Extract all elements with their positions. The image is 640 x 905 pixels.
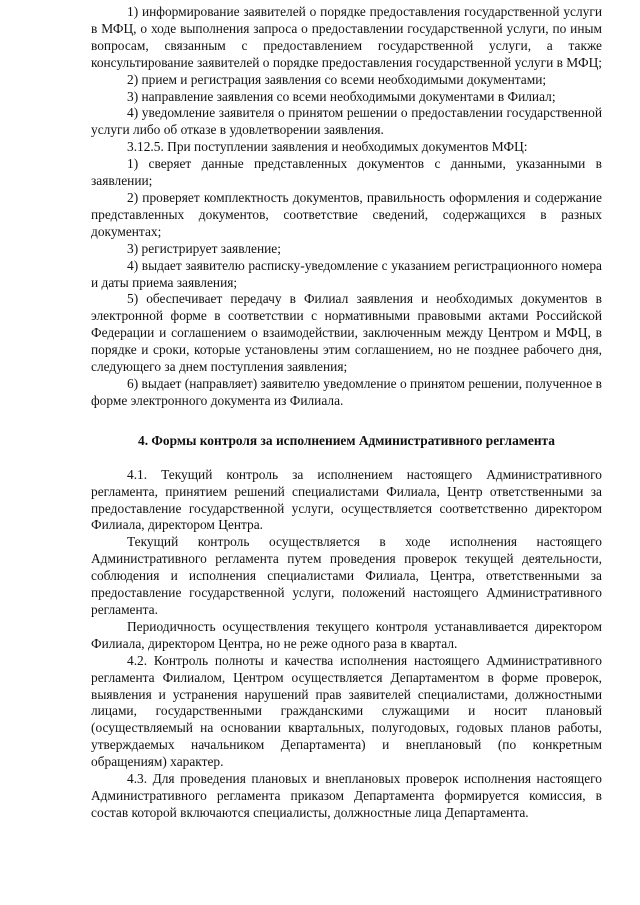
section-heading: 4. Формы контроля за исполнением Административного регламента [138,432,555,448]
list-item-issue-receipt: 4) выдает заявителю расписку-уведомление с указанием регистрационного номера и даты приема заявления; [91,257,602,290]
list-item-verify: 1) сверяет данные представленных документов с данными, указанными в заявлении; [91,156,602,189]
paragraph-current-control: Текущий контроль осуществляется в ходе исполнения настоящего Административного регламента путем проведения проверок текущей деятельности, соблюдения и исполнения специалистами Филиала, Центра, ответственными за предоставление государственной услуги, положений настоящего Административного регламента. [91,534,602,617]
paragraph-4-1: 4.1. Текущий контроль за исполнением настоящего Административного регламента, принятием решений специалистами Филиала, Центр ответственными за предоставление государственной услуги, осуществляется соответственно директором Филиала, директором Центра. [91,466,602,533]
list-item-informing: 1) информирование заявителей о порядке предоставления государственной услуги в МФЦ, о ходе выполнения запроса о предоставлении государственной услуги, по иным вопросам, связанным с предоставлением государственной услуги, а также консультирование заявителей о порядке предоставления государственной услуги в МФЦ; [91,4,602,70]
list-item-issue-notice: 6) выдает (направляет) заявителю уведомление о принятом решении, полученное в форме электронного документа из Филиала. [91,375,602,408]
clause-3-12-5: 3.12.5. При поступлении заявления и необходимых документов МФЦ: [127,139,528,155]
paragraph-periodicity: Периодичность осуществления текущего контроля устанавливается директором Филиала, директором Центра, но не реже одного раза в квартал. [91,618,602,651]
paragraph-4-2: 4.2. Контроль полноты и качества исполнения настоящего Административного регламента Филиалом, Центром осуществляется Департаментом в форме проверок, выявления и устранения нарушений прав заявителей специалистами, должностными лицами, государственными гражданскими служащими и носит плановый (осуществляемый на основании квартальных, полугодовых, годовых планов работы, утверждаемых начальником Департамента) и внеплановый (по конкретным обращениям) характер. [91,652,602,770]
list-item-notification: 4) уведомление заявителя о принятом решении о предоставлении государственной услуги либо об отказе в удовлетворении заявления. [91,105,602,138]
list-item-transfer: 5) обеспечивает передачу в Филиал заявления и необходимых документов в электронной форме в соответствии с нормативными правовыми актами Российской Федерации и соглашением о взаимодействии, заключенным между Центром и МФЦ, в порядке и сроки, которые установлены этим соглашением, но не позднее рабочего дня, следующего за днем поступления заявления; [91,291,602,375]
document-page [91,4,602,822]
list-item-check-completeness: 2) проверяет комплектность документов, правильность оформления и содержание представленных документов, соответствие сведений, содержащихся в разных документах; [91,189,602,239]
list-item-forwarding: 3) направление заявления со всеми необходимыми документами в Филиал; [127,88,556,104]
list-item-reception: 2) прием и регистрация заявления со всеми необходимыми документами; [127,71,547,87]
paragraph-4-3: 4.3. Для проведения плановых и внеплановых проверок исполнения настоящего Административного регламента приказом Департамента формируется комиссия, в состав которой включаются специалисты, должностные лица Департамента. [91,771,602,820]
list-item-register: 3) регистрирует заявление; [127,240,281,256]
